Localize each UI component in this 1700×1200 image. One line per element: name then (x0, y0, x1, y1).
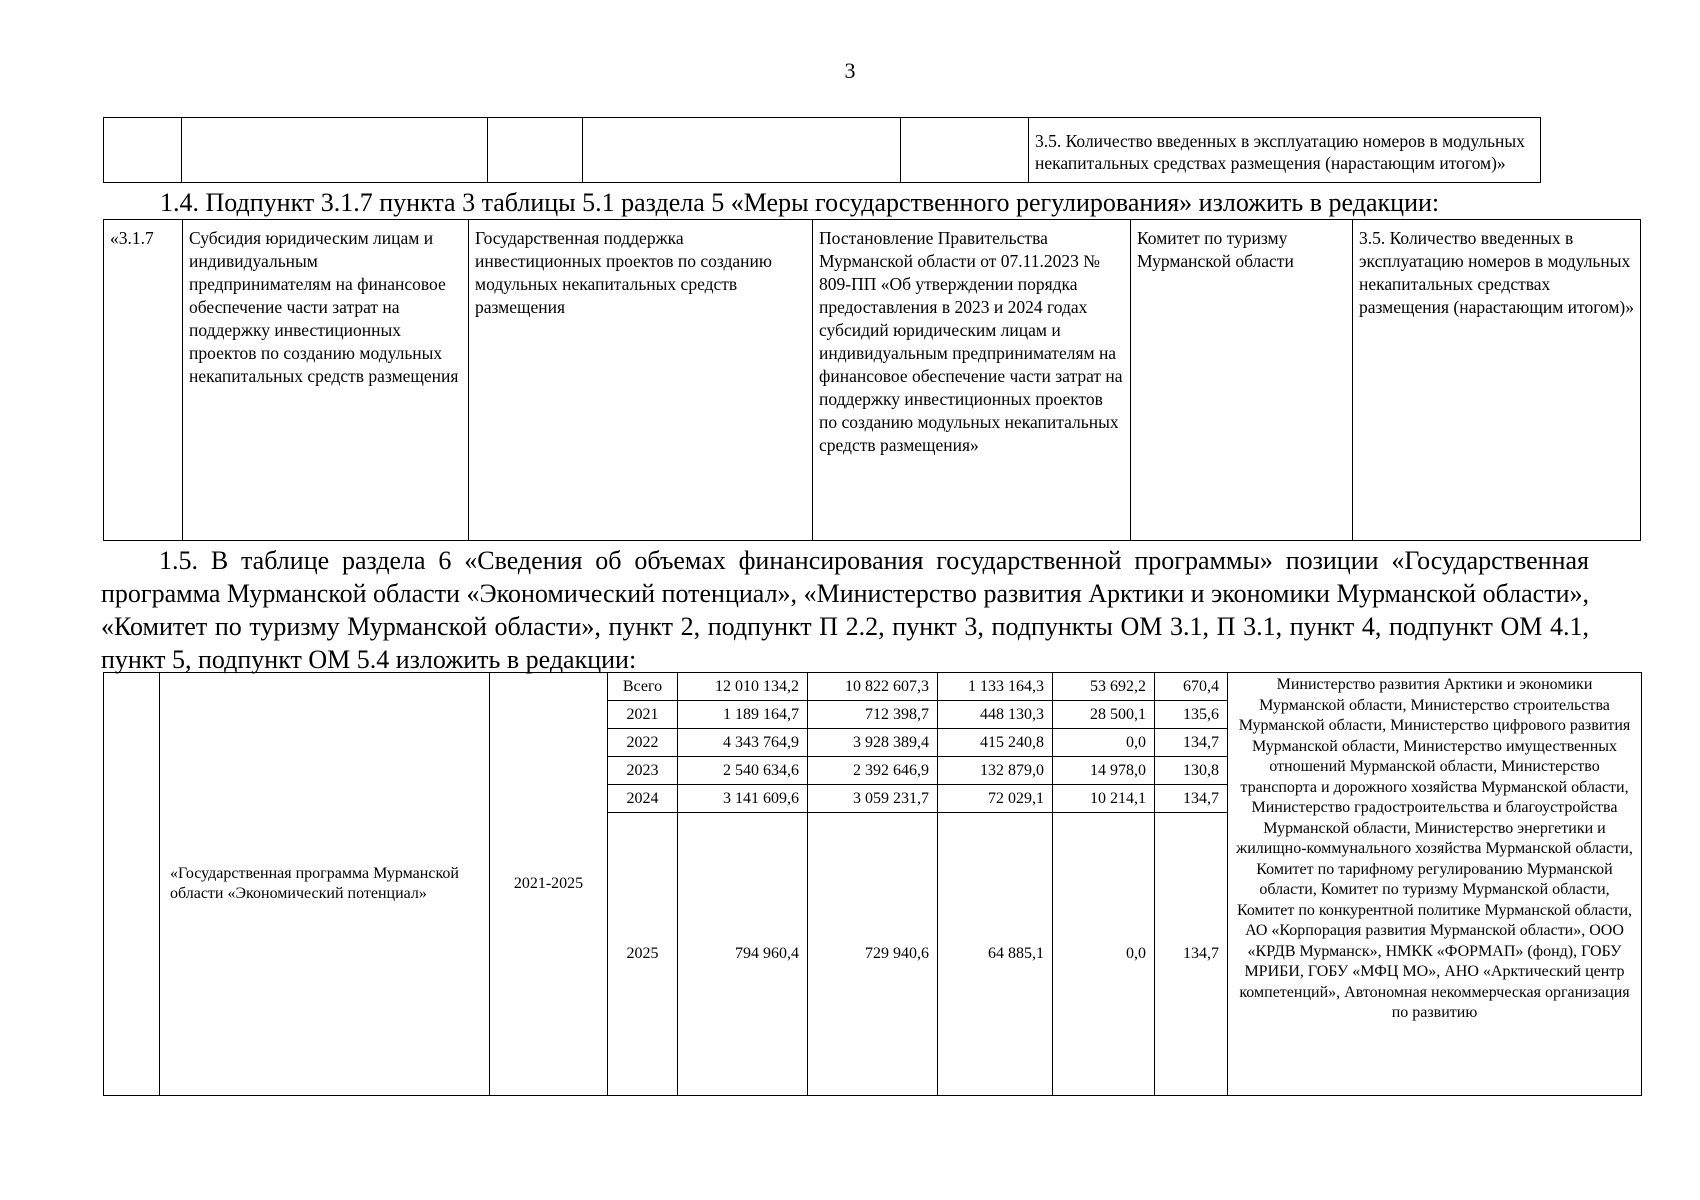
value-cell: 132 879,0 (938, 757, 1053, 785)
year-cell: Всего (608, 673, 678, 701)
empty-cell (182, 118, 488, 183)
empty-cell (901, 118, 1029, 183)
continuation-table (103, 117, 1541, 183)
empty-cell (583, 118, 901, 183)
value-cell: 729 940,6 (808, 813, 938, 1096)
value-cell: 415 240,8 (938, 729, 1053, 757)
empty-cell (488, 118, 583, 183)
finance-table (103, 672, 1642, 1096)
total-cell: 4 343 764,9 (678, 729, 808, 757)
paragraph-1-5: 1.5. В таблице раздела 6 «Сведения об объемах финансирования государственной программы» позиции «Государственная программа Мурманской области «Экономический потенциал», «Министерство развития Арктики и экономики Мурманской области», «Комитет по туризму Мурманской области», пункт 2, подпункт П 2.2, пункт 3, подпункты ОМ 3.1, П 3.1, пункт 4, подпункт ОМ 4.1, пункт 5, подпункт ОМ 5.4 изложить в редакции: (101, 546, 1589, 674)
indicator-cell: 3.5. Количество введенных в эксплуатацию номеров в модульных некапитальных средствах размещения (нарастающим итогом)» (1029, 118, 1541, 183)
program-period: 2021-2025 (490, 673, 608, 1096)
paragraph-1-4: 1.4. Подпункт 3.1.7 пункта 3 таблицы 5.1 раздела 5 «Меры государственного регулирования» изложить в редакции: (160, 188, 1440, 217)
value-cell: 1 133 164,3 (938, 673, 1053, 701)
value-cell: 134,7 (1155, 729, 1228, 757)
year-cell: 2025 (608, 813, 678, 1096)
table-row (104, 673, 1642, 701)
value-cell: 72 029,1 (938, 785, 1053, 813)
value-cell: 134,7 (1155, 813, 1228, 1096)
value-cell: 670,4 (1155, 673, 1228, 701)
value-cell: 14 978,0 (1053, 757, 1155, 785)
value-cell: 10 822 607,3 (808, 673, 938, 701)
value-cell: 712 398,7 (808, 701, 938, 729)
total-cell: 12 010 134,2 (678, 673, 808, 701)
page-number: 3 (844, 58, 856, 83)
measure-name: Субсидия юридическим лицам и индивидуальным предпринимателям на финансовое обеспечение части затрат на поддержку инвестиционных проектов по созданию модульных некапитальных средств размещения (183, 220, 469, 541)
measure-legal-act: Постановление Правительства Мурманской области от 07.11.2023 № 809-ПП «Об утверждении порядка предоставления в 2023 и 2024 годах субсидий юридическим лицам и индивидуальным предпринимателям на финансовое обеспечение части затрат на поддержку инвестиционных проектов по созданию модульных некапитальных средств размещения» (813, 220, 1131, 541)
measure-indicator: 3.5. Количество введенных в эксплуатацию номеров в модульных некапитальных средствах размещения (нарастающим итогом)» (1353, 220, 1641, 541)
value-cell: 0,0 (1053, 813, 1155, 1096)
value-cell: 53 692,2 (1053, 673, 1155, 701)
empty-cell (104, 673, 160, 1096)
value-cell: 28 500,1 (1053, 701, 1155, 729)
value-cell: 130,8 (1155, 757, 1228, 785)
value-cell: 0,0 (1053, 729, 1155, 757)
measure-number: «3.1.7 (104, 220, 183, 541)
value-cell: 64 885,1 (938, 813, 1053, 1096)
year-cell: 2021 (608, 701, 678, 729)
program-name: «Государственная программа Мурманской области «Экономический потенциал» (160, 673, 490, 1096)
year-cell: 2023 (608, 757, 678, 785)
year-cell: 2024 (608, 785, 678, 813)
total-cell: 3 141 609,6 (678, 785, 808, 813)
total-cell: 1 189 164,7 (678, 701, 808, 729)
year-cell: 2022 (608, 729, 678, 757)
measure-table (103, 219, 1641, 541)
measure-executor: Комитет по туризму Мурманской области (1131, 220, 1353, 541)
value-cell: 3 059 231,7 (808, 785, 938, 813)
measure-goal: Государственная поддержка инвестиционных проектов по созданию модульных некапитальных средств размещения (469, 220, 813, 541)
measure-row (104, 220, 1641, 541)
value-cell: 135,6 (1155, 701, 1228, 729)
total-cell: 794 960,4 (678, 813, 808, 1096)
value-cell: 134,7 (1155, 785, 1228, 813)
value-cell: 10 214,1 (1053, 785, 1155, 813)
value-cell: 448 130,3 (938, 701, 1053, 729)
empty-cell (104, 118, 182, 183)
executors-list: Министерство развития Арктики и экономики Мурманской области, Министерство строительства Мурманской области, Министерство цифрового развития Мурманской области, Министерство имущественных отношений Мурманской области, Министерство транспорта и дорожного хозяйства Мурманской области, Министерство градостроительства и благоустройства Мурманской области, Министерство энергетики и жилищно-коммунального хозяйства Мурманской области, Комитет по тарифному регулированию Мурманской области, Комитет по туризму Мурманской области, Комитет по конкурентной политике Мурманской области, АО «Корпорация развития Мурманской области», ООО «КРДВ Мурманск», НМКК «ФОРМАП» (фонд), ГОБУ МРИБИ, ГОБУ «МФЦ МО», АНО «Арктический центр компетенций», Автономная некоммерческая организация по развитию (1228, 673, 1642, 1096)
value-cell: 3 928 389,4 (808, 729, 938, 757)
value-cell: 2 392 646,9 (808, 757, 938, 785)
total-cell: 2 540 634,6 (678, 757, 808, 785)
